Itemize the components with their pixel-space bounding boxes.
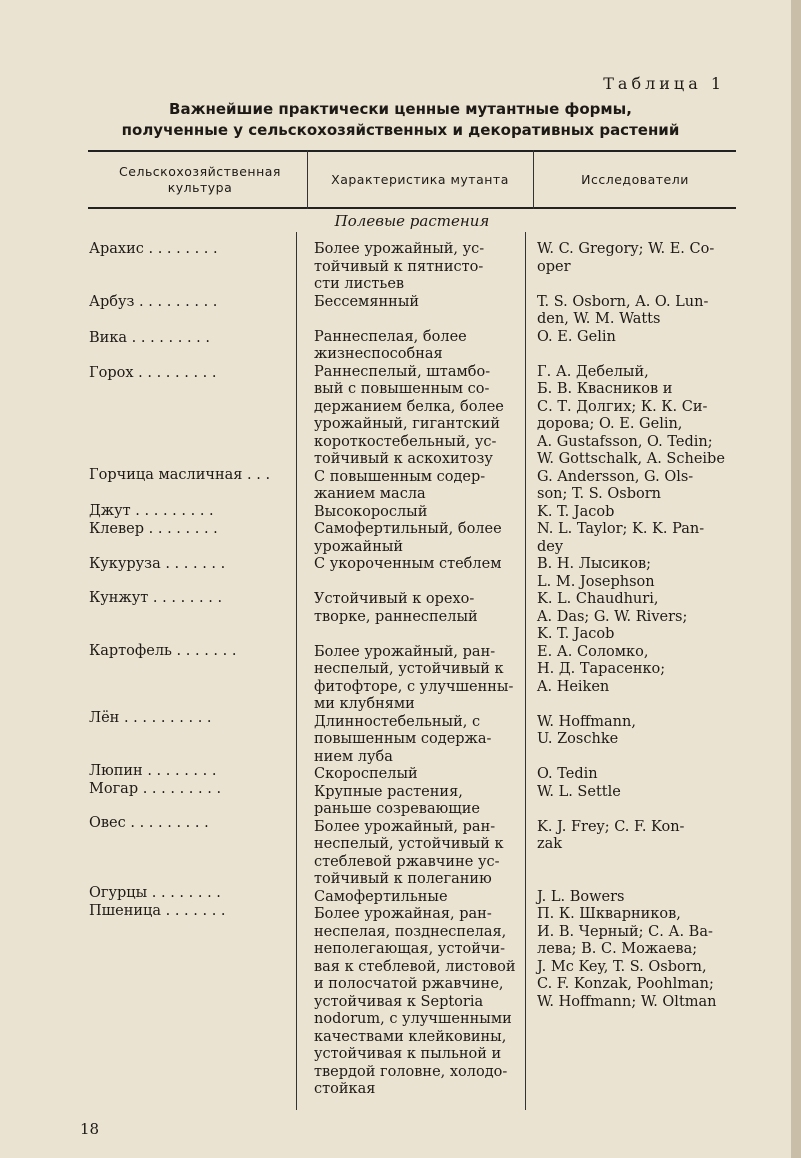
crop-name: Овес . . . . . . . . . — [89, 815, 209, 831]
trait-line: неполегающая, устойчи- — [314, 941, 506, 957]
author-line: дорова; O. E. Gelin, — [537, 416, 683, 432]
header-trait: Характеристика мутанта — [331, 172, 509, 187]
crop-name: Кунжут . . . . . . . . — [89, 590, 223, 606]
trait-line: тойчивый к пятнисто- — [314, 258, 484, 275]
header-crop: Сельскохозяйственная культура — [119, 164, 281, 195]
trait-line: неспелая, позднеспелая, — [314, 923, 507, 940]
crop-name: Джут . . . . . . . . . — [89, 503, 214, 519]
trait-line: ми клубнями — [314, 696, 415, 712]
trait-line: С укороченным стеблем — [314, 556, 502, 572]
trait-line: Раннеспелый, штамбо- — [314, 363, 491, 380]
crop-name: Горох . . . . . . . . . — [89, 365, 217, 381]
trait-line: Более урожайная, ран- — [314, 906, 492, 922]
crop-name: Картофель . . . . . . . — [89, 643, 237, 659]
title-line-1: Важнейшие практически ценные мутантные формы, — [169, 100, 632, 118]
crop-name: Люпин . . . . . . . . — [89, 763, 217, 779]
author-line: C. F. Konzak, Poohlman; — [537, 976, 714, 992]
author-line: лева; В. С. Можаева; — [537, 941, 698, 957]
crop-name: Могар . . . . . . . . . — [89, 781, 222, 797]
author-line: O. E. Gelin — [537, 328, 616, 345]
author-line: W. Gottschalk, A. Scheibe — [537, 451, 725, 467]
header-top-rule — [88, 150, 736, 152]
trait-line: раньше созревающие — [314, 801, 480, 817]
author-line: dey — [537, 538, 564, 555]
trait-line: стеблевой ржавчине ус- — [314, 853, 500, 870]
crop-name: Огурцы . . . . . . . . — [89, 885, 221, 901]
author-line: Н. Д. Тарасенко; — [537, 661, 666, 677]
author-line: С. Т. Долгих; К. К. Си- — [537, 398, 708, 415]
trait-line: творке, раннеспелый — [314, 608, 478, 625]
trait-line: фитофторе, с улучшенны- — [314, 678, 514, 695]
author-line: T. S. Osborn, A. O. Lun- — [537, 293, 709, 310]
page-edge — [791, 0, 801, 1158]
author-line: Е. А. Соломко, — [537, 643, 649, 660]
trait-line: короткостебельный, ус- — [314, 433, 497, 450]
author-line: J. Mc Key, T. S. Osborn, — [537, 958, 707, 975]
author-line: K. J. Frey; C. F. Kon- — [537, 818, 685, 835]
trait-line: Бессемянный — [314, 293, 420, 310]
author-line: W. Hoffmann, — [537, 713, 636, 730]
trait-line: Раннеспелая, более — [314, 328, 467, 345]
trait-line: тойчивый к аскохитозу — [314, 451, 493, 467]
trait-line: устойчивая к пыльной и — [314, 1046, 502, 1062]
author-line: W. Hoffmann; W. Oltman — [537, 993, 717, 1010]
author-line: Г. А. Дебелый, — [537, 363, 649, 380]
trait-line: жизнеспособная — [314, 346, 443, 362]
author-line: Б. В. Квасников и — [537, 381, 673, 397]
crop-name: Кукуруза . . . . . . . — [89, 556, 226, 572]
author-line: U. Zoschke — [537, 731, 619, 747]
author-line: W. L. Settle — [537, 783, 621, 800]
author-line: K. L. Chaudhuri, — [537, 591, 659, 607]
trait-line: Длинностебельный, с — [314, 713, 481, 730]
trait-line: сти листьев — [314, 276, 405, 292]
table-title — [0, 99, 801, 141]
author-line: zak — [537, 836, 563, 852]
trait-line: вый с повышенным со- — [314, 381, 490, 397]
author-line: J. L. Bowers — [537, 888, 625, 905]
author-line: B. H. Лысиков; — [537, 556, 652, 572]
trait-line: Устойчивый к орехо- — [314, 591, 475, 607]
author-line: L. M. Josephson — [537, 573, 655, 590]
trait-line: нием луба — [314, 748, 393, 765]
table-caption: Таблица 1 — [603, 74, 725, 93]
author-line: K. T. Jacob — [537, 626, 615, 642]
trait-line: урожайный — [314, 538, 404, 555]
crop-name: Клевер . . . . . . . . — [89, 521, 218, 537]
trait-line: Самофертильные — [314, 888, 448, 905]
author-line: son; T. S. Osborn — [537, 486, 662, 502]
trait-line: урожайный, гигантский — [314, 416, 500, 432]
trait-line: Крупные растения, — [314, 783, 463, 800]
trait-line: Более урожайный, ран- — [314, 643, 496, 660]
author-line: A. Gustafsson, O. Tedin; — [537, 433, 713, 450]
author-line: И. В. Черный; С. А. Ва- — [537, 923, 713, 940]
author-line: O. Tedin — [537, 766, 598, 782]
page-number: 18 — [80, 1120, 100, 1138]
trait-line: Более урожайный, ус- — [314, 241, 485, 257]
crop-name: Лён . . . . . . . . . . — [89, 710, 212, 726]
trait-line: устойчивая к Septoria — [314, 993, 484, 1010]
crop-name: Горчица масличная . . . — [89, 467, 271, 483]
trait-line: и полосчатой ржавчине, — [314, 976, 504, 992]
trait-line: Самофертильный, более — [314, 521, 502, 537]
trait-line: твердой головне, холодо- — [314, 1063, 508, 1080]
trait-line: жанием масла — [314, 486, 426, 502]
author-line: K. T. Jacob — [537, 503, 615, 520]
title-line-2: полученные у сельскохозяйственных и декоративных растений — [121, 121, 680, 139]
trait-line: nodorum, с улучшенными — [314, 1011, 512, 1027]
header-bottom-rule — [88, 207, 736, 209]
trait-line: С повышенным содер- — [314, 468, 486, 485]
author-line: W. C. Gregory; W. E. Co- — [537, 241, 715, 257]
trait-line: стойкая — [314, 1081, 376, 1097]
trait-line: повышенным содержа- — [314, 731, 492, 747]
crop-name: Вика . . . . . . . . . — [89, 330, 210, 346]
column-divider-1 — [296, 232, 297, 1110]
trait-line: качествами клейковины, — [314, 1028, 507, 1045]
author-line: A. Das; G. W. Rivers; — [537, 608, 688, 625]
crop-name: Арахис . . . . . . . . — [89, 241, 218, 257]
author-line: П. К. Шкварников, — [537, 906, 681, 922]
trait-line: Скороспелый — [314, 766, 418, 782]
trait-line: неспелый, устойчивый к — [314, 661, 504, 677]
author-line: A. Heiken — [537, 678, 610, 695]
trait-line: держанием белка, более — [314, 398, 504, 415]
author-line: oper — [537, 258, 571, 275]
trait-line: тойчивый к полеганию — [314, 871, 492, 887]
section-title: Полевые растения — [334, 212, 490, 230]
author-line: G. Andersson, G. Ols- — [537, 468, 694, 485]
trait-line: Более урожайный, ран- — [314, 818, 496, 835]
crop-name: Пшеница . . . . . . . — [89, 903, 226, 919]
header-authors: Исследователи — [581, 172, 689, 187]
author-line: den, W. M. Watts — [537, 311, 661, 327]
author-line: N. L. Taylor; K. K. Pan- — [537, 521, 705, 537]
trait-line: неспелый, устойчивый к — [314, 836, 504, 852]
trait-line: вая к стеблевой, листовой — [314, 958, 516, 975]
crop-name: Арбуз . . . . . . . . . — [89, 294, 218, 310]
trait-line: Высокорослый — [314, 503, 428, 520]
